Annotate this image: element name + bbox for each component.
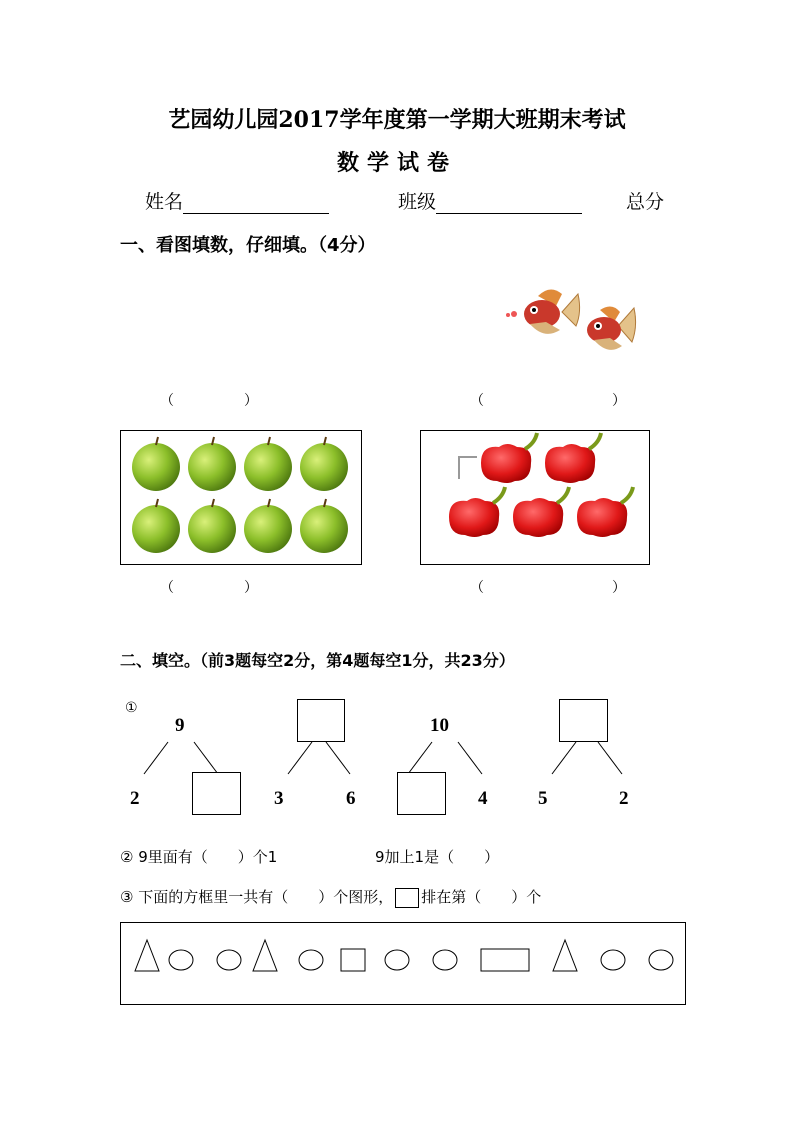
apple-icon: [132, 499, 180, 553]
circle-shape: [169, 950, 193, 970]
total-label: 总分: [626, 191, 665, 213]
answer-paren-2[interactable]: （ ）: [470, 393, 626, 409]
pepper-icon: [577, 487, 633, 537]
question3-text-a: 下面的方框里一共有（ ）个图形，: [138, 888, 394, 906]
pepper-icon: [545, 433, 601, 483]
class-field: [398, 187, 582, 214]
pepper-icon: [449, 487, 505, 537]
question3-number: ③: [120, 888, 134, 906]
tree1-right-answer-box[interactable]: [192, 772, 241, 815]
class-label: 班级: [398, 191, 437, 213]
tree1-top-number: 9: [175, 715, 185, 736]
tree3-right-number: 4: [478, 788, 488, 809]
answer-paren-3[interactable]: （ ）: [160, 580, 258, 596]
answer-paren-4[interactable]: （ ）: [470, 580, 626, 596]
page-title: 艺园幼儿园2017学年度第一学期大班期末考试: [168, 107, 626, 133]
apple-icon: [188, 437, 236, 491]
tree4-right-number: 2: [619, 788, 629, 809]
circle-shape: [385, 950, 409, 970]
shapes-frame: [120, 922, 686, 1005]
answer-paren-1[interactable]: （ ）: [160, 393, 258, 409]
question3-text-b: 排在第（ ）个: [421, 888, 542, 906]
tree2-right-number: 6: [346, 788, 356, 809]
apple-icon: [300, 437, 348, 491]
square-icon: [395, 888, 419, 908]
pepper-picture-frame: [420, 430, 650, 565]
section2-heading: 二、填空。（前3题每空2分，第4题每空1分，共23分）: [120, 651, 515, 670]
class-blank[interactable]: [436, 191, 582, 214]
apple-icon: [300, 499, 348, 553]
triangle-shape: [253, 940, 277, 971]
circle-shape: [299, 950, 323, 970]
tree4-top-answer-box[interactable]: [559, 699, 608, 742]
question2-part-a: 9里面有（ ）个1: [138, 848, 278, 866]
triangle-shape: [135, 940, 159, 971]
tree3-left-answer-box[interactable]: [397, 772, 446, 815]
rectangle-shape: [481, 949, 529, 971]
apple-icon: [132, 437, 180, 491]
pepper-image: [421, 431, 649, 564]
triangle-shape: [553, 940, 577, 971]
tree2-left-number: 3: [274, 788, 284, 809]
total-field: [626, 187, 664, 214]
tree1-left-number: 2: [130, 788, 140, 809]
circle-shape: [649, 950, 673, 970]
apple-image: [121, 431, 361, 564]
tree4-left-number: 5: [538, 788, 548, 809]
square-shape: [341, 949, 365, 971]
section1-heading: 一、看图填数，仔细填。（4分）: [120, 235, 376, 256]
question1-number: ①: [125, 700, 138, 716]
pepper-icon: [481, 433, 537, 483]
tree2-top-answer-box[interactable]: [297, 699, 345, 742]
page-subtitle: 数学试卷: [336, 150, 457, 176]
apple-icon: [188, 499, 236, 553]
question2: [120, 846, 277, 867]
apple-icon: [244, 499, 292, 553]
name-label: 姓名: [145, 191, 184, 213]
shapes-row: [121, 923, 685, 1004]
question3: [120, 886, 541, 908]
name-field: [145, 187, 329, 214]
question2-number: ②: [120, 848, 134, 866]
apple-picture-frame: [120, 430, 362, 565]
apple-icon: [244, 437, 292, 491]
pepper-icon: [513, 487, 569, 537]
circle-shape: [601, 950, 625, 970]
circle-shape: [433, 950, 457, 970]
fish-image: [500, 282, 650, 372]
tree3-top-number: 10: [430, 715, 449, 736]
circle-shape: [217, 950, 241, 970]
question2-part-b: 9加上1是（ ）: [375, 848, 500, 866]
name-blank[interactable]: [183, 191, 329, 214]
